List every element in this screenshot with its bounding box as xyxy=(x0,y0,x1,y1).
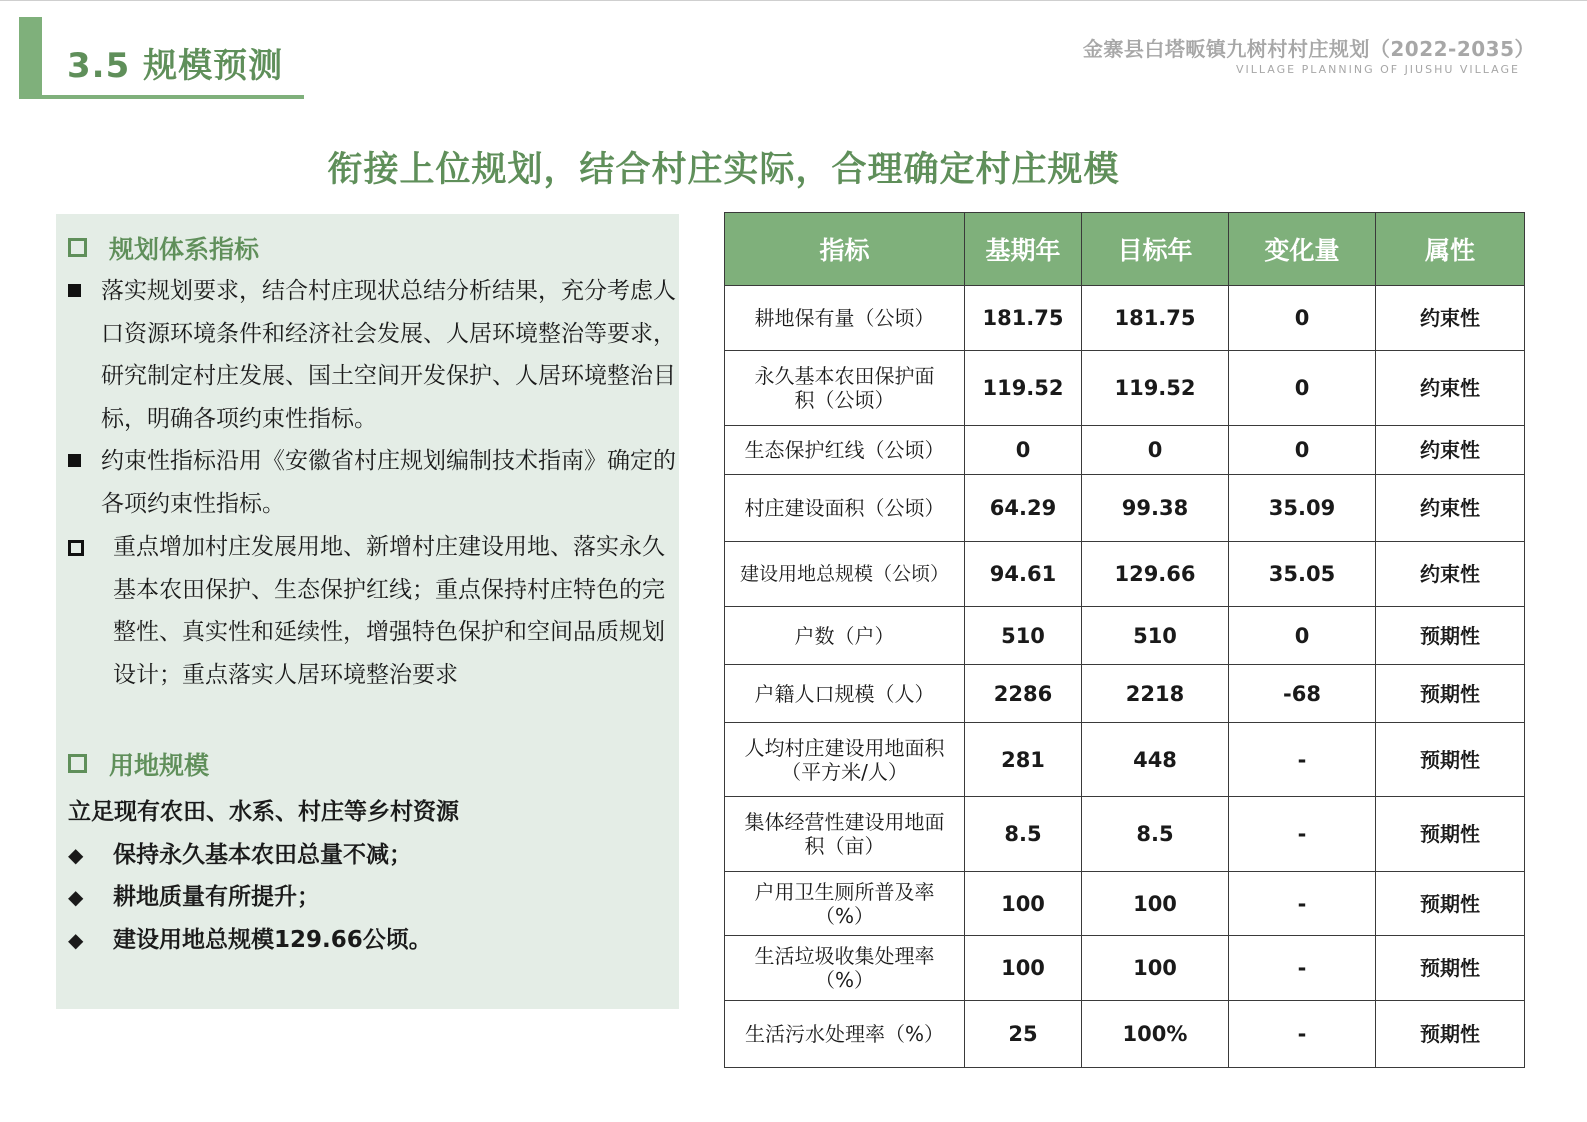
cell-change: - xyxy=(1229,1001,1376,1068)
table-row xyxy=(725,872,1525,936)
cell-base: 0 xyxy=(965,426,1082,475)
project-title-en: VILLAGE PLANNING OF JIUSHU VILLAGE xyxy=(1236,63,1520,76)
cell-change: - xyxy=(1229,723,1376,797)
cell-attribute: 预期性 xyxy=(1376,723,1525,797)
headline-text: 衔接上位规划，结合村庄实际，合理确定村庄规模 xyxy=(327,150,1120,190)
table-row xyxy=(725,607,1525,665)
bullet-paragraph-2 xyxy=(68,440,676,525)
cell-target: 100 xyxy=(1082,936,1229,1001)
cell-attribute: 约束性 xyxy=(1376,426,1525,475)
cell-indicator: 人均村庄建设用地面积（平方米/人） xyxy=(725,723,965,797)
solid-square-icon xyxy=(68,270,101,314)
diamond-icon: ◆ xyxy=(68,885,84,909)
diamond-text: 保持永久基本农田总量不减； xyxy=(113,842,412,868)
col-header-base-year: 基期年 xyxy=(965,213,1082,286)
cell-attribute: 预期性 xyxy=(1376,665,1525,723)
cell-base: 64.29 xyxy=(965,475,1082,542)
cell-change: - xyxy=(1229,872,1376,936)
cell-change: 0 xyxy=(1229,351,1376,426)
project-title-cn: 金寨县白塔畈镇九树村村庄规划（2022-2035） xyxy=(1082,37,1535,61)
cell-attribute: 预期性 xyxy=(1376,872,1525,936)
section-heading-indicators xyxy=(68,230,259,266)
diamond-text: 耕地质量有所提升； xyxy=(113,884,320,910)
cell-base: 8.5 xyxy=(965,797,1082,872)
cell-change: 35.09 xyxy=(1229,475,1376,542)
cell-base: 181.75 xyxy=(965,286,1082,351)
cell-base: 25 xyxy=(965,1001,1082,1068)
diamond-item xyxy=(68,836,412,869)
bullet-text: 落实规划要求，结合村庄现状总结分析结果，充分考虑人口资源环境条件和经济社会发展、人居环境整治等要求，研究制定村庄发展、国土空间开发保护、人居环境整治目标，明确各项约束性指标。 xyxy=(101,278,676,432)
cell-target: 510 xyxy=(1082,607,1229,665)
cell-target: 99.38 xyxy=(1082,475,1229,542)
headline xyxy=(0,142,1587,192)
planning-indicator-table xyxy=(724,212,1525,1068)
bullet-paragraph-3 xyxy=(68,526,668,696)
cell-base: 281 xyxy=(965,723,1082,797)
table-row xyxy=(725,1001,1525,1068)
cell-base: 94.61 xyxy=(965,542,1082,607)
diamond-icon: ◆ xyxy=(68,928,84,952)
title-accent-bar xyxy=(19,17,42,99)
cell-target: 129.66 xyxy=(1082,542,1229,607)
table-row xyxy=(725,351,1525,426)
col-header-change: 变化量 xyxy=(1229,213,1376,286)
cell-indicator: 生活垃圾收集处理率（%） xyxy=(725,936,965,1001)
cell-attribute: 约束性 xyxy=(1376,351,1525,426)
hollow-square-icon xyxy=(68,526,101,573)
cell-attribute: 预期性 xyxy=(1376,607,1525,665)
cell-indicator: 户数（户） xyxy=(725,607,965,665)
section-heading-text: 用地规模 xyxy=(109,751,210,780)
cell-target: 448 xyxy=(1082,723,1229,797)
cell-attribute: 约束性 xyxy=(1376,475,1525,542)
table-header-row xyxy=(725,213,1525,286)
table-row xyxy=(725,426,1525,475)
bullet-text: 约束性指标沿用《安徽省村庄规划编制技术指南》确定的各项约束性指标。 xyxy=(101,448,676,517)
cell-attribute: 预期性 xyxy=(1376,797,1525,872)
cell-change: 0 xyxy=(1229,286,1376,351)
cell-target: 100 xyxy=(1082,872,1229,936)
table-row xyxy=(725,797,1525,872)
cell-base: 100 xyxy=(965,936,1082,1001)
table-row xyxy=(725,286,1525,351)
cell-indicator: 生态保护红线（公顷） xyxy=(725,426,965,475)
hollow-square-icon xyxy=(68,754,87,773)
cell-change: - xyxy=(1229,797,1376,872)
cell-attribute: 预期性 xyxy=(1376,936,1525,1001)
cell-base: 510 xyxy=(965,607,1082,665)
cell-base: 119.52 xyxy=(965,351,1082,426)
col-header-target-year: 目标年 xyxy=(1082,213,1229,286)
land-intro: 立足现有农田、水系、村庄等乡村资源 xyxy=(68,799,459,825)
table-row xyxy=(725,475,1525,542)
cell-indicator: 生活污水处理率（%） xyxy=(725,1001,965,1068)
cell-change: 35.05 xyxy=(1229,542,1376,607)
title-underline xyxy=(42,95,304,99)
cell-target: 100% xyxy=(1082,1001,1229,1068)
table-row xyxy=(725,542,1525,607)
cell-target: 119.52 xyxy=(1082,351,1229,426)
cell-attribute: 约束性 xyxy=(1376,542,1525,607)
cell-indicator: 户用卫生厕所普及率（%） xyxy=(725,872,965,936)
section-heading-land xyxy=(68,746,209,782)
cell-target: 2218 xyxy=(1082,665,1229,723)
cell-indicator: 耕地保有量（公顷） xyxy=(725,286,965,351)
bullet-text: 重点增加村庄发展用地、新增村庄建设用地、落实永久基本农田保护、生态保护红线；重点保持村庄特色的完整性、真实性和延续性，增强特色保护和空间品质规划设计；重点落实人居环境整治要求 xyxy=(113,534,665,688)
solid-square-icon xyxy=(68,440,101,484)
col-header-attribute: 属性 xyxy=(1376,213,1525,286)
top-border xyxy=(0,0,1587,1)
diamond-text: 建设用地总规模129.66公顷。 xyxy=(113,927,432,953)
section-heading-text: 规划体系指标 xyxy=(109,235,260,264)
diamond-item xyxy=(68,921,432,954)
cell-base: 100 xyxy=(965,872,1082,936)
cell-change: 0 xyxy=(1229,607,1376,665)
cell-change: -68 xyxy=(1229,665,1376,723)
cell-target: 181.75 xyxy=(1082,286,1229,351)
cell-target: 0 xyxy=(1082,426,1229,475)
col-header-indicator: 指标 xyxy=(725,213,965,286)
table-row xyxy=(725,936,1525,1001)
section-title: 3.5 规模预测 xyxy=(67,46,284,86)
diamond-item xyxy=(68,878,320,911)
cell-change: - xyxy=(1229,936,1376,1001)
cell-change: 0 xyxy=(1229,426,1376,475)
cell-attribute: 约束性 xyxy=(1376,286,1525,351)
bullet-paragraph-1 xyxy=(68,270,676,440)
table-row xyxy=(725,723,1525,797)
cell-indicator: 建设用地总规模（公顷） xyxy=(725,542,965,607)
cell-indicator: 村庄建设面积（公顷） xyxy=(725,475,965,542)
cell-indicator: 永久基本农田保护面积（公顷） xyxy=(725,351,965,426)
cell-base: 2286 xyxy=(965,665,1082,723)
cell-indicator: 户籍人口规模（人） xyxy=(725,665,965,723)
hollow-square-icon xyxy=(68,238,87,257)
cell-indicator: 集体经营性建设用地面积（亩） xyxy=(725,797,965,872)
diamond-icon: ◆ xyxy=(68,843,84,867)
left-panel xyxy=(56,214,679,1009)
cell-attribute: 预期性 xyxy=(1376,1001,1525,1068)
cell-target: 8.5 xyxy=(1082,797,1229,872)
table-row xyxy=(725,665,1525,723)
